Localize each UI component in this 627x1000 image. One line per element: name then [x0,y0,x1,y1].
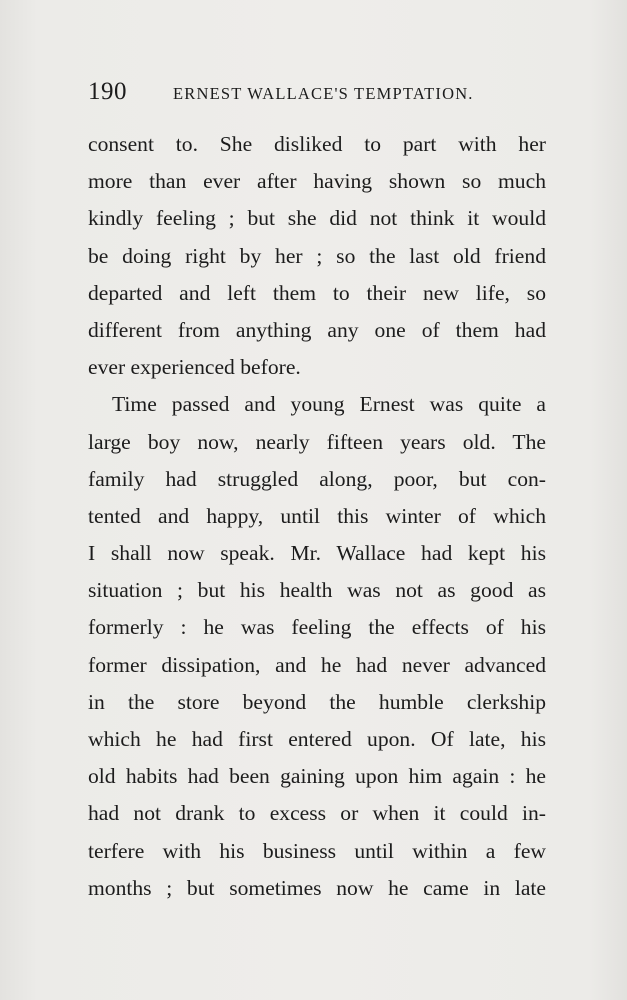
text-line: old habits had been gaining upon him again : he [88,764,546,789]
text-line: family had struggled along, poor, but con- [88,466,546,491]
text-line: different from anything any one of them had [88,317,546,342]
text-line: which he had first entered upon. Of late, his [88,727,546,751]
text-line: kindly feeling ; but she did not think it would [88,206,546,231]
text-line: formerly : he was feeling the effects of his [88,615,546,640]
text-line: tented and happy, until this winter of which [88,503,546,528]
text-line: had not drank to excess or when it could in- [88,801,546,826]
text-line: be doing right by her ; so the last old friend [88,243,546,268]
text-line: departed and left them to their new life, so [88,280,546,305]
body-text [88,126,546,907]
text-line: I shall now speak. Mr. Wallace had kept his [88,541,546,566]
page-header [88,76,558,108]
running-title: ERNEST WALLACE'S TEMPTATION. [173,84,474,103]
text-line: consent to. She disliked to part with her [88,132,546,156]
text-line: former dissipation, and he had never advanced [88,652,546,677]
text-line: more than ever after having shown so much [88,169,546,194]
text-line: situation ; but his health was not as good as [88,578,546,603]
text-line: ever experienced before. [88,355,301,380]
text-line: in the store beyond the humble clerkship [88,689,546,714]
text-line: terfere with his business until within a few [88,838,546,863]
text-line: large boy now, nearly fifteen years old. The [88,429,546,454]
page-number: 190 [88,78,127,105]
text-line: Time passed and young Ernest was quite a [112,392,546,417]
text-line: months ; but sometimes now he came in late [88,875,546,900]
